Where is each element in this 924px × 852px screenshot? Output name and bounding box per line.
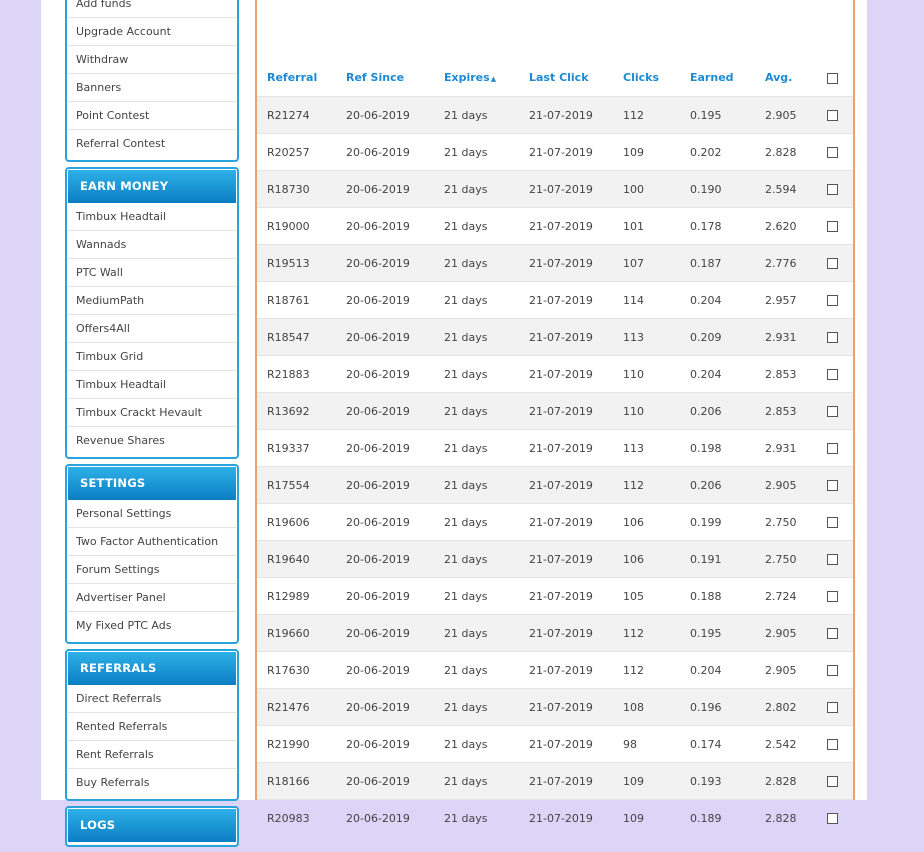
row-checkbox[interactable] [827,628,838,639]
cell-avg: 2.750 [755,504,817,541]
sidebar-item-offers4all[interactable]: Offers4All [68,315,236,343]
row-checkbox[interactable] [827,517,838,528]
cell-select [817,541,853,578]
row-checkbox[interactable] [827,369,838,380]
cell-earned: 0.209 [680,319,755,356]
cell-last-click: 21-07-2019 [519,393,613,430]
cell-select [817,763,853,800]
cell-ref-since: 20-06-2019 [336,134,434,171]
cell-clicks: 106 [613,504,680,541]
cell-referral: R13692 [257,393,336,430]
cell-clicks: 113 [613,319,680,356]
cell-clicks: 109 [613,134,680,171]
cell-referral: R18761 [257,282,336,319]
cell-referral: R19337 [257,430,336,467]
table-row [257,578,853,615]
cell-expires: 21 days [434,430,519,467]
cell-expires: 21 days [434,245,519,282]
sort-ascending-icon: ▲ [490,75,497,83]
cell-referral: R21990 [257,726,336,763]
cell-earned: 0.188 [680,578,755,615]
cell-ref-since: 20-06-2019 [336,800,434,837]
cell-ref-since: 20-06-2019 [336,97,434,134]
sidebar-item-timbux-headtail[interactable]: Timbux Headtail [68,203,236,231]
logs-header[interactable]: LOGS [68,809,236,842]
cell-clicks: 108 [613,689,680,726]
cell-ref-since: 20-06-2019 [336,763,434,800]
row-checkbox[interactable] [827,776,838,787]
cell-avg: 2.905 [755,652,817,689]
table-row [257,208,853,245]
sidebar-item-add-funds[interactable]: Add funds [68,0,236,18]
cell-expires: 21 days [434,282,519,319]
table-row [257,393,853,430]
sidebar-item-referral-contest[interactable]: Referral Contest [76,137,166,150]
cell-ref-since: 20-06-2019 [336,726,434,763]
cell-expires: 21 days [434,467,519,504]
cell-last-click: 21-07-2019 [519,541,613,578]
cell-expires: 21 days [434,615,519,652]
cell-avg: 2.776 [755,245,817,282]
cell-clicks: 109 [613,763,680,800]
header-expires[interactable] [434,0,519,97]
sidebar-item-timbux-headtail[interactable]: Timbux Headtail [68,371,236,399]
header-clicks[interactable]: Clicks [623,71,659,84]
cell-ref-since: 20-06-2019 [336,615,434,652]
cell-clicks: 109 [613,800,680,837]
row-checkbox[interactable] [827,813,838,824]
cell-last-click: 21-07-2019 [519,726,613,763]
cell-last-click: 21-07-2019 [519,467,613,504]
sidebar-item-ptc-wall[interactable]: PTC Wall [68,259,236,287]
cell-avg: 2.905 [755,615,817,652]
cell-select [817,97,853,134]
cell-clicks: 105 [613,578,680,615]
table-row [257,763,853,800]
cell-clicks: 107 [613,245,680,282]
cell-avg: 2.724 [755,578,817,615]
cell-ref-since: 20-06-2019 [336,171,434,208]
sidebar-item-banners[interactable]: Banners [68,74,236,102]
sidebar-item-buy-referrals[interactable]: Buy Referrals [76,776,150,789]
cell-earned: 0.178 [680,208,755,245]
referrals-menu [65,649,239,801]
earn-money-header[interactable]: EARN MONEY [68,170,236,203]
sidebar-item-timbux-crackt-hevault[interactable]: Timbux Crackt Hevault [68,399,236,427]
cell-select [817,800,853,837]
cell-earned: 0.196 [680,689,755,726]
referrals-table [257,0,853,836]
cell-expires: 21 days [434,393,519,430]
row-checkbox[interactable] [827,332,838,343]
cell-select [817,319,853,356]
table-header-row [257,0,853,97]
cell-last-click: 21-07-2019 [519,356,613,393]
table-body [257,97,853,837]
cell-referral: R20257 [257,134,336,171]
cell-select [817,467,853,504]
cell-referral: R21476 [257,689,336,726]
cell-ref-since: 20-06-2019 [336,541,434,578]
cell-ref-since: 20-06-2019 [336,356,434,393]
page-container [41,0,867,832]
cell-expires: 21 days [434,504,519,541]
cell-earned: 0.199 [680,504,755,541]
cell-last-click: 21-07-2019 [519,430,613,467]
sidebar-item-forum-settings[interactable]: Forum Settings [68,556,236,584]
cell-referral: R19513 [257,245,336,282]
table-row [257,430,853,467]
sidebar-item-mediumpath[interactable]: MediumPath [68,287,236,315]
cell-earned: 0.195 [680,615,755,652]
header-earned[interactable]: Earned [690,71,734,84]
cell-last-click: 21-07-2019 [519,208,613,245]
cell-select [817,171,853,208]
table-row [257,800,853,837]
table-row [257,356,853,393]
table-row [257,282,853,319]
table-row [257,615,853,652]
cell-select [817,245,853,282]
row-checkbox[interactable] [827,591,838,602]
cell-referral: R21274 [257,97,336,134]
cell-expires: 21 days [434,541,519,578]
sidebar-item-personal-settings[interactable]: Personal Settings [68,500,236,528]
cell-referral: R12989 [257,578,336,615]
cell-earned: 0.204 [680,282,755,319]
cell-expires: 21 days [434,578,519,615]
row-checkbox[interactable] [827,665,838,676]
cell-last-click: 21-07-2019 [519,578,613,615]
cell-clicks: 110 [613,393,680,430]
cell-earned: 0.174 [680,726,755,763]
cell-referral: R19000 [257,208,336,245]
cell-referral: R18547 [257,319,336,356]
cell-referral: R19606 [257,504,336,541]
settings-header[interactable]: SETTINGS [68,467,236,500]
row-checkbox[interactable] [827,110,838,121]
cell-ref-since: 20-06-2019 [336,430,434,467]
cell-referral: R20983 [257,800,336,837]
cell-select [817,652,853,689]
cell-earned: 0.204 [680,356,755,393]
cell-last-click: 21-07-2019 [519,282,613,319]
cell-expires: 21 days [434,726,519,763]
row-checkbox[interactable] [827,702,838,713]
select-all-checkbox[interactable] [827,73,838,84]
cell-avg: 2.905 [755,467,817,504]
cell-avg: 2.853 [755,356,817,393]
sidebar-item-wannads[interactable]: Wannads [68,231,236,259]
cell-expires: 21 days [434,652,519,689]
table-row [257,726,853,763]
cell-avg: 2.957 [755,282,817,319]
cell-last-click: 21-07-2019 [519,652,613,689]
logs-menu [65,806,239,847]
cell-ref-since: 20-06-2019 [336,652,434,689]
table-row [257,467,853,504]
sidebar-item-rent-referrals[interactable]: Rent Referrals [68,741,236,769]
sidebar-item-revenue-shares[interactable]: Revenue Shares [76,434,165,447]
sidebar-item-advertiser-panel[interactable]: Advertiser Panel [68,584,236,612]
cell-select [817,208,853,245]
cell-clicks: 100 [613,171,680,208]
cell-referral: R17630 [257,652,336,689]
sidebar-item-withdraw[interactable]: Withdraw [68,46,236,74]
row-checkbox[interactable] [827,221,838,232]
header-avg[interactable]: Avg. [765,71,793,84]
cell-clicks: 101 [613,208,680,245]
cell-expires: 21 days [434,208,519,245]
cell-earned: 0.204 [680,652,755,689]
cell-earned: 0.206 [680,393,755,430]
row-checkbox[interactable] [827,739,838,750]
cell-last-click: 21-07-2019 [519,97,613,134]
cell-clicks: 112 [613,652,680,689]
cell-expires: 21 days [434,171,519,208]
table-row [257,504,853,541]
cell-ref-since: 20-06-2019 [336,467,434,504]
cell-avg: 2.931 [755,319,817,356]
cell-select [817,689,853,726]
cell-expires: 21 days [434,763,519,800]
cell-select [817,726,853,763]
sidebar-item-my-fixed-ptc-ads[interactable]: My Fixed PTC Ads [76,619,172,632]
cell-last-click: 21-07-2019 [519,615,613,652]
cell-earned: 0.189 [680,800,755,837]
cell-referral: R19640 [257,541,336,578]
sidebar-item-point-contest[interactable]: Point Contest [68,102,236,130]
header-referral[interactable]: Referral [267,71,318,84]
header-expires-label: Expires [444,71,490,84]
settings-menu [65,464,239,644]
cell-last-click: 21-07-2019 [519,800,613,837]
cell-avg: 2.905 [755,97,817,134]
table-row [257,171,853,208]
cell-clicks: 106 [613,541,680,578]
cell-earned: 0.206 [680,467,755,504]
cell-last-click: 21-07-2019 [519,245,613,282]
cell-referral: R21883 [257,356,336,393]
cell-select [817,393,853,430]
cell-clicks: 112 [613,467,680,504]
cell-expires: 21 days [434,319,519,356]
header-last-click[interactable]: Last Click [529,71,589,84]
cell-clicks: 112 [613,615,680,652]
sidebar-item-two-factor-authentication[interactable]: Two Factor Authentication [68,528,236,556]
cell-last-click: 21-07-2019 [519,171,613,208]
cell-last-click: 21-07-2019 [519,689,613,726]
cell-avg: 2.828 [755,763,817,800]
cell-last-click: 21-07-2019 [519,134,613,171]
cell-ref-since: 20-06-2019 [336,578,434,615]
cell-clicks: 110 [613,356,680,393]
cell-select [817,282,853,319]
table-row [257,97,853,134]
cell-referral: R19660 [257,615,336,652]
cell-ref-since: 20-06-2019 [336,504,434,541]
cell-clicks: 113 [613,430,680,467]
cell-ref-since: 20-06-2019 [336,393,434,430]
cell-clicks: 114 [613,282,680,319]
cell-select [817,504,853,541]
cell-ref-since: 20-06-2019 [336,208,434,245]
cell-referral: R18166 [257,763,336,800]
cell-earned: 0.187 [680,245,755,282]
cell-expires: 21 days [434,97,519,134]
cell-ref-since: 20-06-2019 [336,319,434,356]
table-row [257,541,853,578]
table-row [257,319,853,356]
row-checkbox[interactable] [827,406,838,417]
cell-select [817,615,853,652]
account-menu [65,0,239,162]
row-checkbox[interactable] [827,147,838,158]
sidebar-item-upgrade-account[interactable]: Upgrade Account [68,18,236,46]
cell-clicks: 98 [613,726,680,763]
cell-referral: R17554 [257,467,336,504]
sidebar-item-rented-referrals[interactable]: Rented Referrals [68,713,236,741]
cell-avg: 2.853 [755,393,817,430]
cell-last-click: 21-07-2019 [519,504,613,541]
sidebar-item-timbux-grid[interactable]: Timbux Grid [68,343,236,371]
earn-money-menu [65,167,239,459]
sidebar [65,0,239,852]
cell-earned: 0.202 [680,134,755,171]
row-checkbox[interactable] [827,184,838,195]
header-select-all [817,0,853,97]
cell-last-click: 21-07-2019 [519,763,613,800]
cell-ref-since: 20-06-2019 [336,245,434,282]
cell-avg: 2.750 [755,541,817,578]
referrals-table-panel [255,0,855,825]
referrals-header[interactable]: REFERRALS [68,652,236,685]
cell-avg: 2.828 [755,800,817,837]
table-row [257,652,853,689]
table-row [257,245,853,282]
cell-expires: 21 days [434,134,519,171]
cell-earned: 0.198 [680,430,755,467]
cell-avg: 2.802 [755,689,817,726]
table-row [257,134,853,171]
cell-expires: 21 days [434,800,519,837]
row-checkbox[interactable] [827,554,838,565]
cell-avg: 2.594 [755,171,817,208]
row-checkbox[interactable] [827,295,838,306]
row-checkbox[interactable] [827,443,838,454]
cell-avg: 2.931 [755,430,817,467]
cell-avg: 2.828 [755,134,817,171]
cell-expires: 21 days [434,689,519,726]
cell-expires: 21 days [434,356,519,393]
sidebar-item-direct-referrals[interactable]: Direct Referrals [68,685,236,713]
cell-avg: 2.620 [755,208,817,245]
cell-select [817,578,853,615]
row-checkbox[interactable] [827,480,838,491]
cell-last-click: 21-07-2019 [519,319,613,356]
cell-referral: R18730 [257,171,336,208]
cell-avg: 2.542 [755,726,817,763]
cell-select [817,430,853,467]
cell-earned: 0.190 [680,171,755,208]
cell-ref-since: 20-06-2019 [336,689,434,726]
cell-clicks: 112 [613,97,680,134]
cell-select [817,356,853,393]
cell-earned: 0.191 [680,541,755,578]
cell-earned: 0.193 [680,763,755,800]
row-checkbox[interactable] [827,258,838,269]
header-ref-since[interactable]: Ref Since [346,71,405,84]
table-row [257,689,853,726]
cell-ref-since: 20-06-2019 [336,282,434,319]
cell-select [817,134,853,171]
cell-earned: 0.195 [680,97,755,134]
